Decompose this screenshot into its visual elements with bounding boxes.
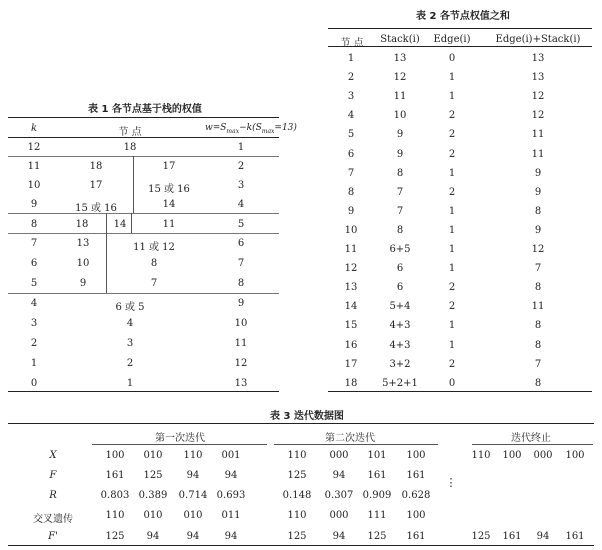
t2-cell-edge: 2: [448, 148, 456, 160]
t2-cell-node: 9: [347, 205, 355, 217]
t1-cell-node: 9: [79, 278, 87, 289]
t2-cell-sum: 11: [531, 301, 545, 313]
t3-cell-second: 101: [367, 450, 387, 461]
t2-cell-stack: 7: [396, 186, 404, 198]
t2-cell-sum: 8: [534, 282, 542, 294]
t3-cell-final: 161: [502, 531, 522, 542]
t3-cell-first: 0.693: [216, 490, 246, 501]
t3-cell-first: 125: [143, 470, 163, 481]
t1-cell-w: 3: [237, 180, 245, 191]
t1-cell-node: 13: [76, 238, 90, 249]
t2-cell-edge: 2: [448, 186, 456, 198]
t3-cell-first: 0.714: [178, 490, 208, 501]
t2-cell-node: 2: [347, 72, 355, 84]
t2-cell-sum: 11: [531, 148, 545, 160]
t2-cell-node: 6: [347, 148, 355, 160]
t3-cell-second: 110: [287, 510, 307, 521]
t3-ellipsis: ⋮: [445, 476, 457, 489]
t3-cell-final: 000: [533, 450, 553, 461]
t2-header-edge: Edge(i): [433, 34, 471, 45]
t1-cell-node: 2: [126, 358, 134, 369]
t2-cell-node: 16: [344, 339, 358, 351]
table-1-header-rule: [8, 137, 279, 138]
t3-group-second: 第二次迭代: [325, 433, 375, 444]
t2-cell-sum: 8: [534, 339, 542, 351]
t3-cell-second: 125: [287, 470, 307, 481]
t3-cell-second: 94: [332, 470, 346, 481]
t2-cell-stack: 9: [396, 129, 404, 141]
t1-vline-d: [106, 233, 107, 293]
t3-cell-first: 94: [186, 531, 200, 542]
t2-cell-edge: 2: [448, 129, 456, 141]
t3-cell-second: 0.307: [324, 490, 354, 501]
t1-vline-c: [131, 213, 132, 233]
t2-cell-stack: 8: [396, 167, 404, 179]
t2-cell-sum: 9: [534, 224, 542, 236]
t1-cell-k: 9: [30, 199, 38, 210]
t3-cell-second: 110: [287, 450, 307, 461]
t3-cell-first: 010: [143, 510, 163, 521]
t2-cell-stack: 3+2: [389, 358, 411, 370]
t3-group-final: 迭代终止: [511, 433, 551, 444]
t2-cell-stack: 6: [396, 263, 404, 275]
t2-cell-edge: 1: [448, 320, 456, 332]
t3-cell-first: 94: [146, 531, 160, 542]
t3-cell-second: 125: [287, 531, 307, 542]
t2-cell-edge: 1: [448, 244, 456, 255]
t3-row-label: F': [48, 531, 58, 542]
t1-cell-node: 17: [162, 161, 176, 172]
table-3-top-rule: [8, 423, 594, 424]
t2-cell-stack: 12: [393, 72, 407, 84]
t1-cell-node: 1: [126, 378, 134, 389]
t2-cell-node: 18: [344, 377, 358, 389]
t3-cell-first: 110: [183, 450, 203, 461]
t1-cell-w: 1: [237, 142, 245, 153]
t1-rule-4: [8, 293, 279, 294]
t1-vline-b: [106, 213, 107, 233]
t3-row-label: X: [49, 450, 57, 461]
t1-rule-1: [8, 156, 279, 157]
t2-cell-sum: 13: [531, 53, 545, 64]
t3-cell-first: 94: [186, 470, 200, 481]
table-2-caption: 表 2 各节点权值之和: [416, 11, 510, 22]
t1-cell-k: 0: [30, 378, 38, 389]
t3-row-label: R: [49, 490, 57, 501]
t2-cell-edge: 0: [448, 53, 456, 64]
t1-cell-w: 2: [237, 161, 245, 172]
t1-cell-w: 13: [234, 378, 248, 389]
t3-cell-second: 161: [406, 531, 426, 542]
t1-cell-k: 11: [27, 161, 41, 172]
t3-cell-second: 161: [367, 470, 387, 481]
t1-cell-w: 4: [237, 199, 245, 210]
table-3-caption: 表 3 迭代数据图: [270, 411, 344, 422]
t3-cell-final: 94: [536, 531, 550, 542]
t3-group-rule-first: [92, 444, 267, 445]
t3-cell-final: 125: [471, 531, 491, 542]
table-3-bottom-rule: [8, 545, 594, 546]
t1-cell-w: 11: [234, 338, 248, 349]
t1-header-nodes: 节 点: [118, 127, 142, 138]
t3-cell-first: 011: [221, 510, 241, 521]
t3-cell-final: 100: [565, 450, 585, 461]
t1-vline-a: [133, 156, 134, 213]
t1-cell-node: 10: [76, 258, 90, 269]
t3-cell-first: 125: [105, 531, 125, 542]
t1-cell-w: 9: [237, 298, 245, 309]
t2-cell-stack: 6+5: [389, 244, 411, 255]
t1-cell-w: 8: [237, 278, 245, 289]
t3-cell-first: 94: [224, 470, 238, 481]
t2-cell-stack: 10: [393, 110, 407, 122]
t2-cell-stack: 5+2+1: [382, 377, 418, 389]
table-1-caption: 表 1 各节点基于栈的权值: [88, 104, 202, 115]
table-1-top-rule: [8, 117, 279, 118]
t2-cell-node: 7: [347, 167, 355, 179]
t1-cell-k: 5: [30, 278, 38, 289]
t2-cell-node: 15: [344, 320, 358, 332]
t1-cell-node: 4: [126, 318, 134, 329]
t2-cell-edge: 1: [448, 91, 456, 103]
t1-rule-3: [8, 233, 279, 234]
table-2-top-rule: [328, 28, 592, 29]
t2-cell-node: 8: [347, 186, 355, 198]
t2-cell-node: 13: [344, 282, 358, 294]
t2-cell-node: 17: [344, 358, 358, 370]
t2-cell-edge: 1: [448, 339, 456, 351]
t3-cell-final: 161: [565, 531, 585, 542]
t3-group-rule-second: [274, 444, 438, 445]
t1-cell-node: 17: [89, 180, 103, 191]
t2-header-node: 节 点: [340, 38, 364, 49]
t1-cell-node: 18: [123, 142, 137, 153]
t1-rule-2: [8, 213, 279, 214]
t1-cell-k: 4: [30, 298, 38, 309]
t2-cell-edge: 0: [448, 377, 456, 389]
t3-cell-second: 94: [332, 531, 346, 542]
t1-cell-k: 12: [27, 142, 41, 153]
t2-cell-node: 1: [347, 53, 355, 64]
t1-cell-node: 18: [89, 161, 103, 172]
t2-cell-edge: 2: [448, 301, 456, 313]
t2-cell-sum: 7: [534, 358, 542, 370]
t3-cell-first: 001: [221, 450, 241, 461]
t2-cell-sum: 9: [534, 167, 542, 179]
t2-cell-sum: 12: [531, 110, 545, 122]
t2-cell-sum: 12: [531, 91, 545, 103]
t3-cell-first: 100: [105, 450, 125, 461]
t1-cell-w: 7: [237, 258, 245, 269]
t2-cell-sum: 8: [534, 320, 542, 332]
t2-cell-stack: 9: [396, 148, 404, 160]
t2-cell-edge: 2: [448, 110, 456, 122]
t3-cell-second: 100: [406, 450, 426, 461]
t1-cell-node: 18: [75, 219, 89, 230]
t1-cell-node: 8: [150, 258, 158, 269]
t2-cell-stack: 5+4: [389, 301, 411, 313]
t1-header-w: $w=S_{max}-k(S_{max}=13)$: [205, 123, 297, 135]
t1-cell-k: 3: [30, 318, 38, 329]
t2-cell-stack: 7: [396, 205, 404, 217]
t2-cell-edge: 1: [448, 205, 456, 217]
t2-cell-sum: 8: [534, 377, 542, 389]
t1-cell-node: 3: [126, 338, 134, 349]
t1-cell-w: 5: [237, 219, 245, 230]
t3-cell-final: 100: [502, 450, 522, 461]
t1-cell-node: 14: [113, 219, 127, 230]
t2-cell-stack: 13: [393, 53, 407, 64]
t2-cell-stack: 4+3: [389, 320, 411, 332]
t1-cell-k: 1: [30, 358, 38, 369]
t1-cell-node: 7: [150, 278, 158, 289]
t2-cell-edge: 1: [448, 263, 456, 275]
t2-cell-sum: 12: [531, 244, 545, 255]
t1-cell-k: 2: [30, 338, 38, 349]
t2-cell-node: 4: [347, 110, 355, 122]
t3-cell-second: 000: [329, 450, 349, 461]
t2-cell-stack: 11: [393, 91, 407, 103]
t1-cell-node: 11 或 12: [133, 242, 175, 253]
t3-cell-first: 110: [105, 510, 125, 521]
t2-cell-edge: 1: [448, 167, 456, 179]
t1-cell-node: 11: [162, 219, 176, 230]
t2-header-stack: Stack(i): [380, 34, 420, 45]
t1-cell-node: 15 或 16: [148, 184, 190, 195]
t2-cell-edge: 1: [448, 224, 456, 236]
t2-cell-node: 10: [344, 224, 358, 236]
t2-cell-edge: 2: [448, 358, 456, 370]
t3-cell-first: 0.803: [100, 490, 130, 501]
t2-header-sum: Edge(i)+Stack(i): [495, 34, 581, 45]
t3-cell-second: 111: [367, 510, 387, 521]
t3-cell-final: 110: [471, 450, 491, 461]
t2-cell-sum: 11: [531, 129, 545, 141]
t3-cell-first: 010: [143, 450, 163, 461]
t2-cell-node: 12: [344, 263, 358, 275]
table-1-bottom-rule: [8, 391, 279, 392]
t2-cell-sum: 13: [531, 72, 545, 84]
t1-cell-node: 6 或 5: [115, 302, 145, 313]
t2-cell-sum: 9: [534, 186, 542, 198]
t2-cell-edge: 2: [448, 282, 456, 294]
t3-cell-first: 161: [105, 470, 125, 481]
t2-cell-sum: 7: [534, 263, 542, 275]
t3-cell-second: 100: [406, 510, 426, 521]
t1-cell-node: 15 或 16: [75, 203, 117, 214]
t3-cell-first: 010: [183, 510, 203, 521]
t2-cell-node: 14: [344, 301, 358, 313]
t3-cell-first: 94: [224, 531, 238, 542]
t1-cell-w: 6: [237, 238, 245, 249]
t1-cell-k: 7: [30, 238, 38, 249]
t2-cell-sum: 8: [534, 205, 542, 217]
table-2-header-rule: [328, 46, 592, 47]
t1-cell-k: 10: [27, 180, 41, 191]
t1-cell-k: 6: [30, 258, 38, 269]
t1-cell-node: 14: [162, 199, 176, 210]
t1-cell-k: 8: [30, 219, 38, 230]
t3-row-label: 交叉遗传: [33, 514, 73, 525]
t3-cell-second: 0.909: [362, 490, 392, 501]
t2-cell-stack: 8: [396, 224, 404, 236]
t2-cell-stack: 4+3: [389, 339, 411, 351]
t3-group-rule-final: [472, 444, 593, 445]
t2-cell-node: 3: [347, 91, 355, 103]
t2-cell-node: 5: [347, 129, 355, 141]
t3-row-label: F: [49, 470, 57, 481]
t3-cell-second: 0.628: [401, 490, 431, 501]
t3-cell-second: 0.148: [282, 490, 312, 501]
t3-cell-first: 0.389: [138, 490, 168, 501]
t3-cell-second: 000: [329, 510, 349, 521]
t1-cell-w: 10: [234, 318, 248, 329]
t2-cell-node: 11: [344, 244, 358, 255]
t3-group-first: 第一次迭代: [155, 433, 205, 444]
t3-cell-second: 125: [367, 531, 387, 542]
t1-cell-w: 12: [234, 358, 248, 369]
t2-cell-stack: 6: [396, 282, 404, 294]
t3-cell-second: 161: [406, 470, 426, 481]
t1-header-k: k: [30, 123, 38, 134]
t2-cell-edge: 1: [448, 72, 456, 84]
table-2-bottom-rule: [328, 391, 592, 392]
